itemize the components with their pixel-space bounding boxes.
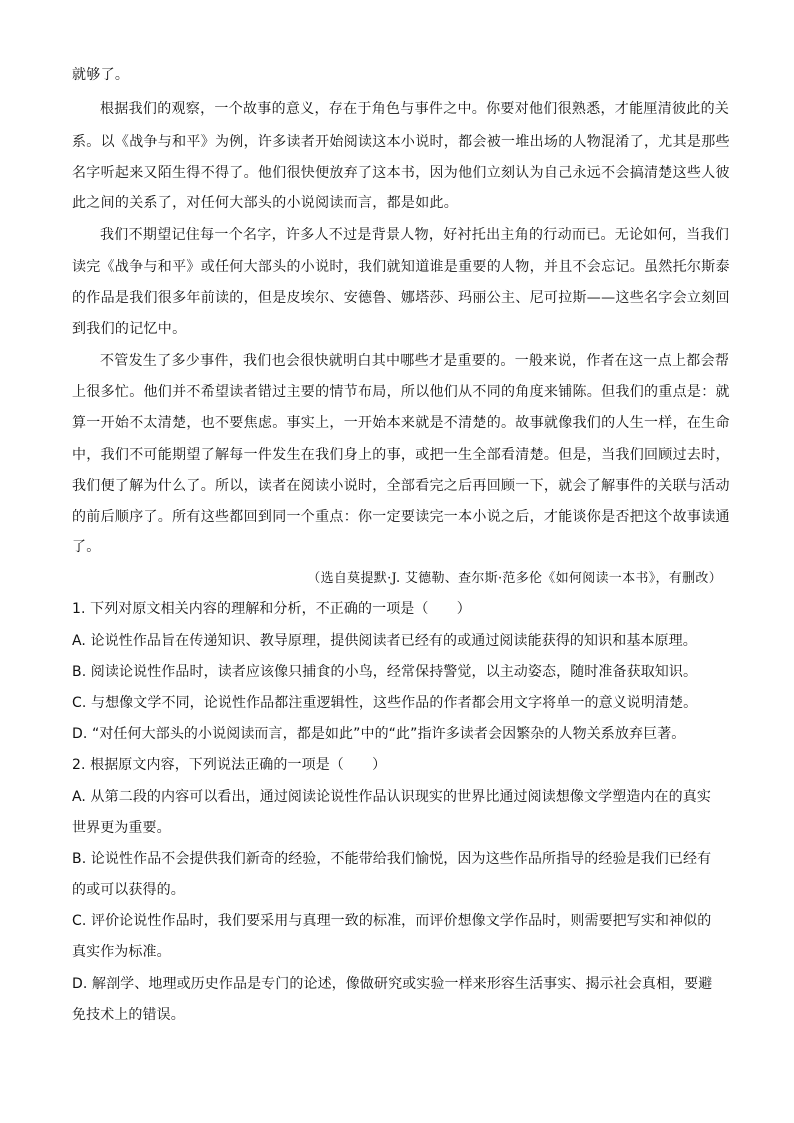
question-2-option-b-cont: 的或可以获得的。 <box>72 882 185 898</box>
question-2-option-a: A. 从第二段的内容可以看出，通过阅读论说性作品认识现实的世界比通过阅读想像文学塑造内在的真实 <box>72 789 711 805</box>
passage-line: 上很多忙。他们并不希望读者错过主要的情节布局，所以他们从不同的角度来铺陈。但我们的重点是：就 <box>72 384 730 400</box>
question-2-option-a-cont: 世界更为重要。 <box>72 820 171 836</box>
passage-line: 了。 <box>72 539 101 555</box>
question-2-option-d-cont: 免技术上的错误。 <box>72 1007 185 1023</box>
question-1-option-a: A. 论说性作品旨在传递知识、教导原理，提供阅读者已经有的或通过阅读能获得的知识和基本原理。 <box>72 633 697 649</box>
passage-line: 我们便了解为什么了。所以，读者在阅读小说时，全部看完之后再回顾一下，就会了解事件的关联与活动 <box>72 478 730 494</box>
passage-line: 读完《战争与和平》或任何大部头的小说时，我们就知道谁是重要的人物，并且不会忘记。虽然托尔斯泰 <box>72 259 730 275</box>
question-2-option-d: D. 解剖学、地理或历史作品是专门的论述，像做研究或实验一样来形容生活事实、揭示社会真相，要避 <box>72 976 713 992</box>
passage-line: 的作品是我们很多年前读的，但是皮埃尔、安德鲁、娜塔莎、玛丽公主、尼可拉斯——这些名字会立刻回 <box>72 290 730 306</box>
passage-line: 到我们的记忆中。 <box>72 321 187 337</box>
passage-line: 中，我们不可能期望了解每一件发生在我们身上的事，或把一生全部看清楚。但是，当我们回顾过去时， <box>72 447 730 463</box>
passage-line: 名字听起来又陌生得不得了。他们很快便放弃了这本书，因为他们立刻认为自己永远不会搞清楚这些人彼 <box>72 165 730 181</box>
question-1-option-b: B. 阅读论说性作品时，读者应该像只捕食的小鸟，经常保持警觉，以主动姿态，随时准备获取知识。 <box>72 664 698 680</box>
question-2-option-c: C. 评价论说性作品时，我们要采用与真理一致的标准，而评价想像文学作品时，则需要把写实和神似的 <box>72 913 712 929</box>
passage-line: 算一开始不太清楚，也不要焦虑。事实上，一开始本来就是不清楚的。故事就像我们的人生一样，在生命 <box>72 415 730 431</box>
question-2-stem: 2. 根据原文内容，下列说法正确的一项是（ ） <box>72 757 387 773</box>
question-1-stem: 1. 下列对原文相关内容的理解和分析，不正确的一项是（ ） <box>72 601 471 617</box>
question-2-option-b: B. 论说性作品不会提供我们新奇的经验，不能带给我们愉悦，因为这些作品所指导的经验是我们已经有 <box>72 851 712 867</box>
passage-line: 的前后顺序了。所有这些都回到同一个重点：你一定要读完一本小说之后，才能谈你是否把这个故事读通 <box>72 509 730 525</box>
passage-line: 此之间的关系了，对任何大部头的小说阅读而言，都是如此。 <box>72 195 459 211</box>
passage-line: 我们不期望记住每一个名字，许多人不过是背景人物，好衬托出主角的行动而已。无论如何，当我们 <box>100 227 730 243</box>
passage-line: 就够了。 <box>72 67 130 83</box>
passage-source: （选自莫提默·J. 艾德勒、查尔斯·范多伦《如何阅读一本书》，有删改） <box>307 571 722 586</box>
question-2-option-c-cont: 真实作为标准。 <box>72 944 171 960</box>
passage-line: 系。以《战争与和平》为例，许多读者开始阅读这本小说时，都会被一堆出场的人物混淆了，尤其是那些 <box>72 134 730 150</box>
question-1-option-c: C. 与想像文学不同，论说性作品都注重逻辑性，这些作品的作者都会用文字将单一的意义说明清楚。 <box>72 695 698 711</box>
passage-line: 根据我们的观察，一个故事的意义，存在于角色与事件之中。你要对他们很熟悉，才能厘清彼此的关 <box>100 101 730 117</box>
question-1-option-d: D. “对任何大部头的小说阅读而言，都是如此”中的“此”指许多读者会因繁杂的人物关系放弃巨著。 <box>72 726 686 742</box>
passage-line: 不管发生了多少事件，我们也会很快就明白其中哪些才是重要的。一般来说，作者在这一点上都会帮 <box>100 353 730 369</box>
